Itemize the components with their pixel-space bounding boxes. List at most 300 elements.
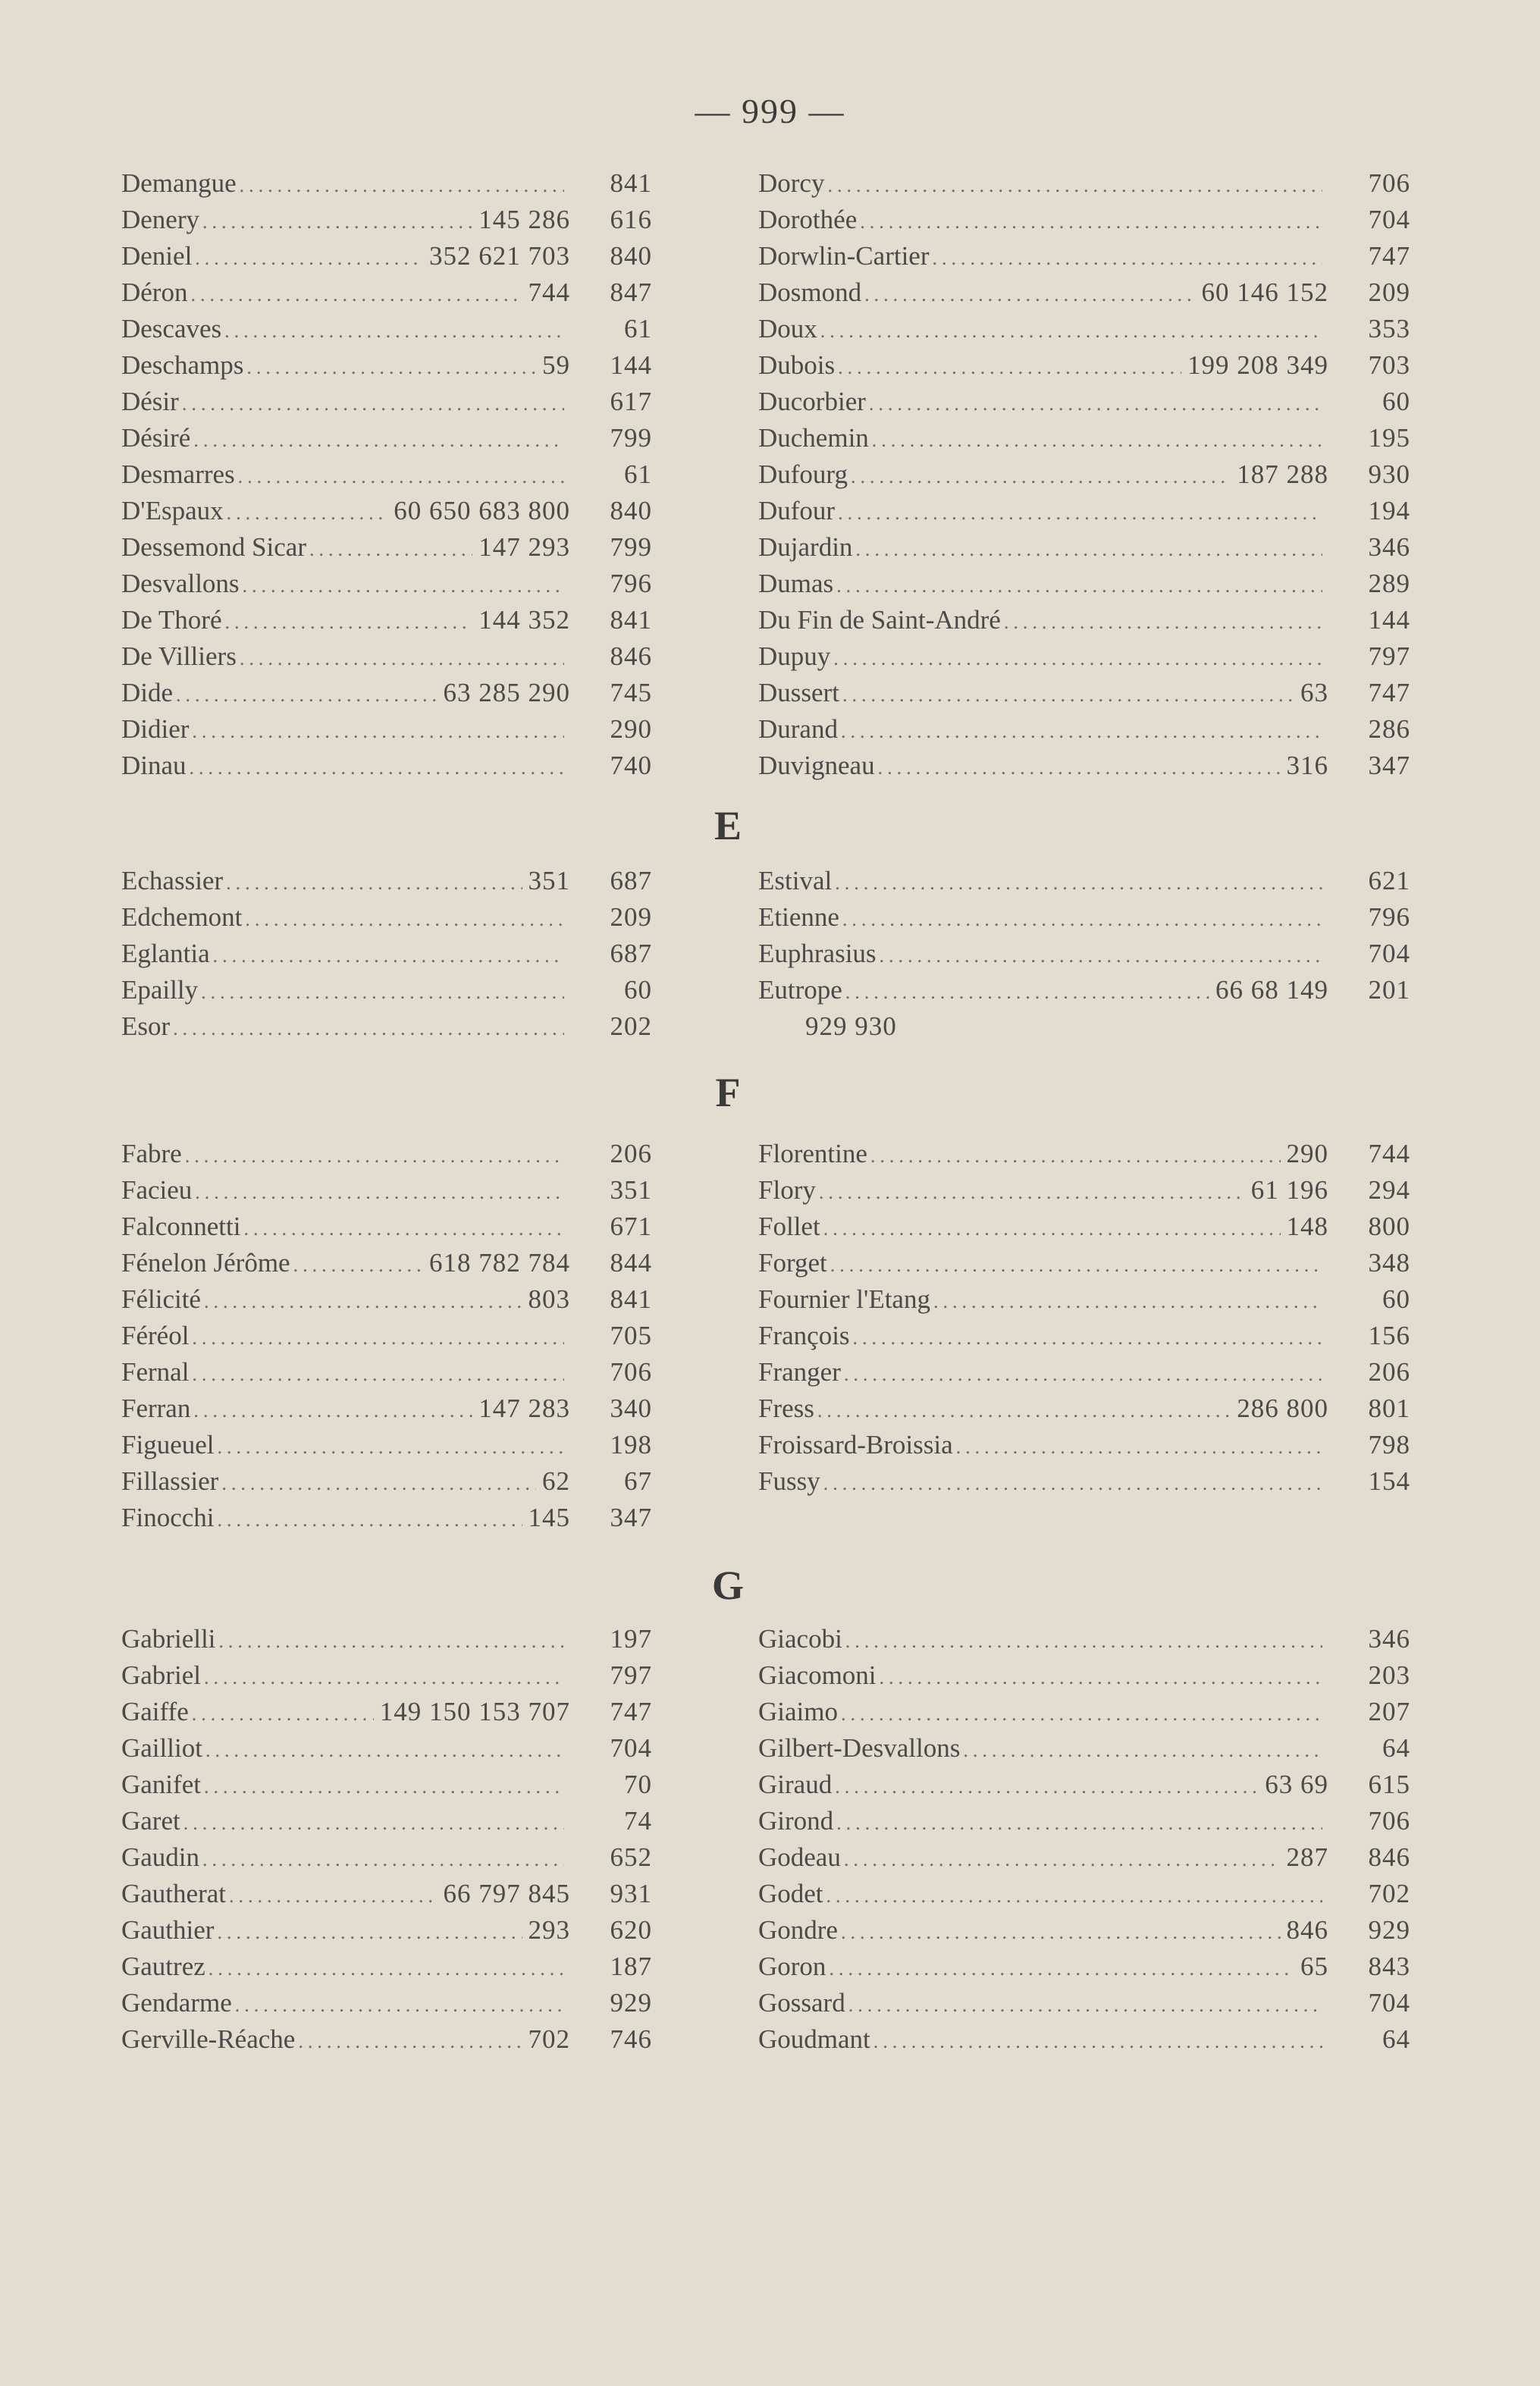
entry-last-page: 706 (1368, 168, 1410, 198)
index-entry (121, 456, 652, 493)
entry-last-page: 652 (610, 1842, 652, 1872)
entry-last-page: 799 (610, 532, 652, 562)
entry-name: Gailliot (121, 1733, 202, 1763)
entry-name: Gautherat (121, 1879, 226, 1908)
index-entry (121, 1427, 652, 1463)
entry-last-page: 74 (624, 1806, 652, 1836)
entry-last-page: 796 (1368, 902, 1410, 932)
entry-pages: 352 621 703 (429, 241, 570, 271)
entry-last-page: 617 (610, 387, 652, 416)
entry-last-page: 620 (610, 1915, 652, 1945)
entry-pages: 149 150 153 707 (379, 1697, 570, 1726)
entry-name: Gabrielli (121, 1624, 216, 1654)
entry-name: Désiré (121, 423, 191, 453)
entry-last-page: 209 (610, 902, 652, 932)
entry-name: Florentine (758, 1139, 867, 1168)
index-entry (758, 165, 1410, 202)
leader-dots (209, 1951, 564, 1985)
entry-name: Finocchi (121, 1503, 215, 1532)
entry-name: D'Espaux (121, 496, 224, 525)
leader-dots (190, 277, 522, 311)
entry-name: Falconnetti (121, 1212, 241, 1241)
entry-name: Dupuy (758, 641, 831, 671)
index-entry (758, 936, 1410, 972)
leader-dots (192, 1696, 374, 1730)
index-entry (758, 602, 1410, 638)
index-entry (758, 529, 1410, 566)
leader-dots (869, 386, 1322, 420)
entry-last-page: 801 (1368, 1394, 1410, 1423)
leader-dots (217, 1502, 522, 1536)
index-entry (121, 347, 652, 384)
entry-name: Gendarme (121, 1988, 232, 2018)
index-entry (758, 638, 1410, 675)
index-entry (121, 529, 652, 566)
index-entry (121, 711, 652, 748)
index-entry (758, 1427, 1410, 1463)
leader-dots (872, 422, 1322, 456)
leader-dots (221, 1466, 536, 1500)
entry-name: Esor (121, 1011, 171, 1041)
entry-last-page: 197 (610, 1624, 652, 1654)
index-entry (121, 863, 652, 899)
index-entry (121, 1876, 652, 1912)
section-letter-e: E (714, 803, 742, 848)
leader-dots (243, 1211, 564, 1245)
entry-name: Du Fin de Saint-André (758, 605, 1001, 635)
entry-last-page: 797 (1368, 641, 1410, 671)
index-entry (121, 1245, 652, 1281)
entry-last-page: 60 (1382, 387, 1410, 416)
entry-last-page: 744 (1368, 1139, 1410, 1168)
leader-dots (956, 1429, 1322, 1463)
leader-dots (202, 1842, 564, 1876)
entry-last-page: 201 (1368, 975, 1410, 1005)
column-right (758, 863, 1410, 1045)
leader-dots (963, 1732, 1322, 1767)
entry-name: Etienne (758, 902, 839, 932)
index-entry (121, 1730, 652, 1767)
index-entry (758, 566, 1410, 602)
entry-name: Dorwlin-Cartier (758, 241, 930, 271)
leader-dots (823, 1466, 1322, 1500)
entry-last-page: 929 (610, 1988, 652, 2018)
index-entry (758, 1621, 1410, 1657)
index-entry (758, 1803, 1410, 1839)
index-entry (121, 202, 652, 238)
entry-pages: 293 (528, 1915, 570, 1945)
leader-dots (844, 1842, 1281, 1876)
index-entry (758, 1281, 1410, 1318)
page-number: — 999 — (695, 92, 845, 130)
entry-last-page: 346 (1368, 1624, 1410, 1654)
entry-name: Dufourg (758, 459, 848, 489)
entry-last-page: 747 (1368, 678, 1410, 707)
leader-dots (826, 1878, 1322, 1912)
entry-pages: 199 208 349 (1187, 350, 1328, 380)
entry-last-page: 747 (1368, 241, 1410, 271)
entry-pages: 144 352 (478, 605, 570, 635)
leader-dots (830, 1247, 1322, 1281)
entry-name: Dubois (758, 350, 836, 380)
entry-last-page: 203 (1368, 1660, 1410, 1690)
entry-last-page: 290 (610, 714, 652, 744)
entry-name: Dorcy (758, 168, 825, 198)
entry-last-page: 745 (610, 678, 652, 707)
entry-last-page: 846 (1368, 1842, 1410, 1872)
entry-name: Giraud (758, 1770, 833, 1799)
entry-name: Figueuel (121, 1430, 215, 1460)
leader-dots (864, 277, 1195, 311)
entry-last-page: 347 (1368, 751, 1410, 780)
entry-last-page: 747 (610, 1697, 652, 1726)
leader-dots (245, 901, 564, 936)
entry-pages: 316 (1286, 751, 1328, 780)
entry-name: Fress (758, 1394, 814, 1423)
entry-pages: 60 146 152 (1201, 277, 1328, 307)
entry-name: Estival (758, 866, 833, 895)
entry-pages: 63 69 (1265, 1770, 1328, 1799)
leader-dots (226, 865, 522, 899)
index-entry (758, 1657, 1410, 1694)
entry-last-page: 286 (1368, 714, 1410, 744)
index-entry (758, 1694, 1410, 1730)
entry-pages: 803 (528, 1284, 570, 1314)
entry-last-page: 70 (624, 1770, 652, 1799)
index-entry (121, 1391, 652, 1427)
entry-last-page: 144 (1368, 605, 1410, 635)
entry-last-page: 61 (624, 314, 652, 343)
leader-dots (229, 1878, 438, 1912)
index-entry (758, 972, 1410, 1008)
entry-last-page: 194 (1368, 496, 1410, 525)
entry-last-page: 207 (1368, 1697, 1410, 1726)
leader-dots (201, 974, 564, 1008)
index-entry (758, 274, 1410, 311)
entry-last-page: 144 (610, 350, 652, 380)
leader-dots (227, 495, 388, 529)
leader-dots (823, 1211, 1281, 1245)
index-entry (758, 1767, 1410, 1803)
index-entry (758, 202, 1410, 238)
index-entry (121, 1912, 652, 1949)
index-entry (758, 675, 1410, 711)
entry-name: Gerville-Réache (121, 2024, 296, 2054)
leader-dots (841, 713, 1322, 748)
entry-name: Euphrasius (758, 939, 877, 968)
entry-name: Deschamps (121, 350, 244, 380)
leader-dots (224, 313, 564, 347)
entry-name: Ganifet (121, 1770, 201, 1799)
index-entry (758, 1245, 1410, 1281)
leader-dots (845, 1623, 1322, 1657)
entry-name: Gabriel (121, 1660, 201, 1690)
index-entry (121, 1463, 652, 1500)
leader-dots (819, 1174, 1245, 1209)
leader-dots (870, 1138, 1281, 1172)
entry-pages: 60 650 683 800 (394, 496, 570, 525)
entry-name: Fillassier (121, 1466, 219, 1496)
leader-dots (240, 641, 564, 675)
leader-dots (218, 1623, 564, 1657)
leader-dots (293, 1247, 423, 1281)
entry-name: Flory (758, 1175, 816, 1205)
entry-last-page: 797 (610, 1660, 652, 1690)
index-entry (758, 2021, 1410, 2058)
column-left (121, 1136, 652, 1536)
index-entry (758, 1839, 1410, 1876)
entry-last-page: 840 (610, 241, 652, 271)
leader-dots (932, 240, 1322, 274)
index-entry (758, 1876, 1410, 1912)
entry-pages: 287 (1286, 1842, 1328, 1872)
entry-name: Franger (758, 1357, 841, 1387)
entry-name: Gaiffe (121, 1697, 189, 1726)
entry-name: Edchemont (121, 902, 243, 932)
entry-name: Echassier (121, 866, 224, 895)
index-entry (758, 456, 1410, 493)
index-entry (121, 638, 652, 675)
entry-name: Follet (758, 1212, 820, 1241)
entry-name: Facieu (121, 1175, 193, 1205)
entry-name: Desvallons (121, 569, 240, 598)
entry-name: Giacomoni (758, 1660, 877, 1690)
leader-dots (192, 713, 564, 748)
leader-dots (182, 386, 564, 420)
entry-last-page: 841 (610, 168, 652, 198)
section-letter-f: F (715, 1070, 741, 1115)
entry-name: Ferran (121, 1394, 191, 1423)
leader-dots (878, 750, 1281, 784)
index-entry (121, 165, 652, 202)
index-entry (758, 1949, 1410, 1985)
entry-name: Froissard-Broissia (758, 1430, 953, 1460)
entry-last-page: 799 (610, 423, 652, 453)
column-right (758, 165, 1410, 784)
entry-pages: 351 (528, 866, 570, 895)
entry-last-page: 930 (1368, 459, 1410, 489)
entry-name: Deniel (121, 241, 193, 271)
leader-dots (204, 1284, 522, 1318)
leader-dots (185, 1138, 564, 1172)
index-entry (121, 1657, 652, 1694)
index-entry (121, 493, 652, 529)
entry-name: Gondre (758, 1915, 838, 1945)
entry-pages: 147 283 (478, 1394, 570, 1423)
column-right (758, 1136, 1410, 1500)
index-entry (121, 1281, 652, 1318)
leader-dots (190, 750, 564, 784)
entry-name: Girond (758, 1806, 834, 1836)
index-entry (758, 1985, 1410, 2021)
entry-last-page: 704 (1368, 1988, 1410, 2018)
leader-dots (192, 1356, 564, 1391)
index-entry (121, 1172, 652, 1209)
leader-dots (225, 604, 473, 638)
entry-last-page: 844 (610, 1248, 652, 1278)
entry-pages: 145 (528, 1503, 570, 1532)
entry-name: Doux (758, 314, 817, 343)
index-entry (758, 1730, 1410, 1767)
entry-last-page: 843 (1368, 1952, 1410, 1981)
entry-name: Demangue (121, 168, 237, 198)
entry-last-page: 746 (610, 2024, 652, 2054)
entry-name: Dide (121, 678, 174, 707)
entry-last-page: 64 (1382, 2024, 1410, 2054)
entry-pages: 187 288 (1237, 459, 1328, 489)
entry-last-page: 702 (1368, 1879, 1410, 1908)
index-entry (121, 1803, 652, 1839)
entry-name: Epailly (121, 975, 199, 1005)
entry-last-page: 800 (1368, 1212, 1410, 1241)
entry-name: Gossard (758, 1988, 845, 2018)
entry-last-page: 671 (610, 1212, 652, 1241)
entry-name: Goron (758, 1952, 826, 1981)
entry-name: Dorothée (758, 205, 858, 234)
index-entry (758, 1318, 1410, 1354)
leader-dots (933, 1284, 1322, 1318)
leader-dots (853, 1320, 1322, 1354)
index-entry (121, 748, 652, 784)
entry-last-page: 206 (1368, 1357, 1410, 1387)
leader-dots (173, 1011, 564, 1045)
entry-name: Denery (121, 205, 200, 234)
leader-dots (841, 1696, 1322, 1730)
entry-last-page: 340 (610, 1394, 652, 1423)
leader-dots (195, 1174, 564, 1209)
entry-name: Forget (758, 1248, 827, 1278)
entry-last-page: 687 (610, 866, 652, 895)
leader-dots (835, 1769, 1259, 1803)
leader-dots (246, 350, 536, 384)
entry-name: Desmarres (121, 459, 235, 489)
entry-pages: 145 286 (478, 205, 570, 234)
leader-dots (235, 1987, 564, 2021)
entry-last-page: 931 (610, 1879, 652, 1908)
entry-last-page: 704 (1368, 939, 1410, 968)
leader-dots (841, 1914, 1281, 1949)
leader-dots (851, 459, 1231, 493)
entry-last-page: 796 (610, 569, 652, 598)
entry-name: Giacobi (758, 1624, 842, 1654)
entry-name: Gautrez (121, 1952, 205, 1981)
index-entry (758, 711, 1410, 748)
index-entry (121, 311, 652, 347)
leader-dots (845, 974, 1209, 1008)
index-entry (758, 493, 1410, 529)
entry-last-page: 289 (1368, 569, 1410, 598)
entry-name: De Thoré (121, 605, 222, 635)
entry-name: Eglantia (121, 939, 210, 968)
entry-name: Didier (121, 714, 190, 744)
index-entry (758, 1172, 1410, 1209)
leader-dots (193, 1393, 472, 1427)
leader-dots (204, 1660, 564, 1694)
leader-dots (836, 1805, 1322, 1839)
entry-pages: 148 (1286, 1212, 1328, 1241)
leader-dots (855, 531, 1322, 566)
entry-last-page: 60 (1382, 1284, 1410, 1314)
index-entry (758, 1354, 1410, 1391)
entry-pages: 147 293 (478, 532, 570, 562)
leader-dots (835, 865, 1322, 899)
entry-name: Fussy (758, 1466, 820, 1496)
leader-dots (880, 938, 1322, 972)
index-entry (121, 1839, 652, 1876)
leader-dots (1004, 604, 1322, 638)
entry-last-page: 847 (610, 277, 652, 307)
entry-pages: 286 800 (1237, 1394, 1328, 1423)
column-right (758, 1621, 1410, 2058)
entry-name: Dumas (758, 569, 834, 598)
entry-name: François (758, 1321, 850, 1350)
entry-name: Eutrope (758, 975, 842, 1005)
entry-last-page: 841 (610, 605, 652, 635)
entry-last-page: 348 (1368, 1248, 1410, 1278)
entry-pages: 702 (528, 2024, 570, 2054)
entry-last-page: 687 (610, 939, 652, 968)
index-entry (121, 899, 652, 936)
leader-dots (240, 168, 564, 202)
leader-dots (243, 568, 564, 602)
leader-dots (195, 240, 423, 274)
entry-name: Féréol (121, 1321, 190, 1350)
entry-name: Dujardin (758, 532, 853, 562)
leader-dots (838, 495, 1322, 529)
entry-last-page: 198 (610, 1430, 652, 1460)
index-entry (758, 1391, 1410, 1427)
entry-last-page: 209 (1368, 277, 1410, 307)
column-left (121, 165, 652, 784)
index-entry (758, 1209, 1410, 1245)
leader-dots (842, 901, 1322, 936)
leader-dots (298, 2024, 522, 2058)
column-left (121, 863, 652, 1045)
index-entry (121, 936, 652, 972)
index-entry (121, 1621, 652, 1657)
entry-pages: 290 (1286, 1139, 1328, 1168)
entry-name: Fournier l'Etang (758, 1284, 930, 1314)
entry-name: Désir (121, 387, 179, 416)
entry-name: Dinau (121, 751, 187, 780)
leader-dots (202, 204, 472, 238)
entry-last-page: 64 (1382, 1733, 1410, 1763)
index-entry (121, 602, 652, 638)
index-entry (758, 1136, 1410, 1172)
entry-name: Goudmant (758, 2024, 870, 2054)
entry-last-page: 154 (1368, 1466, 1410, 1496)
entry-last-page: 187 (610, 1952, 652, 1981)
entry-name: Durand (758, 714, 838, 744)
leader-dots (829, 1951, 1294, 1985)
entry-last-page: 846 (610, 641, 652, 671)
entry-last-page: 67 (624, 1466, 652, 1496)
index-entry (121, 1985, 652, 2021)
leader-dots (176, 677, 437, 711)
entry-last-page: 705 (610, 1321, 652, 1350)
index-entry (121, 1949, 652, 1985)
index-entry (758, 899, 1410, 936)
column-left (121, 1621, 652, 2058)
leader-dots (820, 313, 1322, 347)
index-entry (758, 1463, 1410, 1500)
index-entry (121, 420, 652, 456)
entry-last-page: 156 (1368, 1321, 1410, 1350)
entry-name: De Villiers (121, 641, 237, 671)
leader-dots (827, 168, 1322, 202)
index-entry (121, 972, 652, 1008)
entry-pages: 61 196 (1250, 1175, 1328, 1205)
